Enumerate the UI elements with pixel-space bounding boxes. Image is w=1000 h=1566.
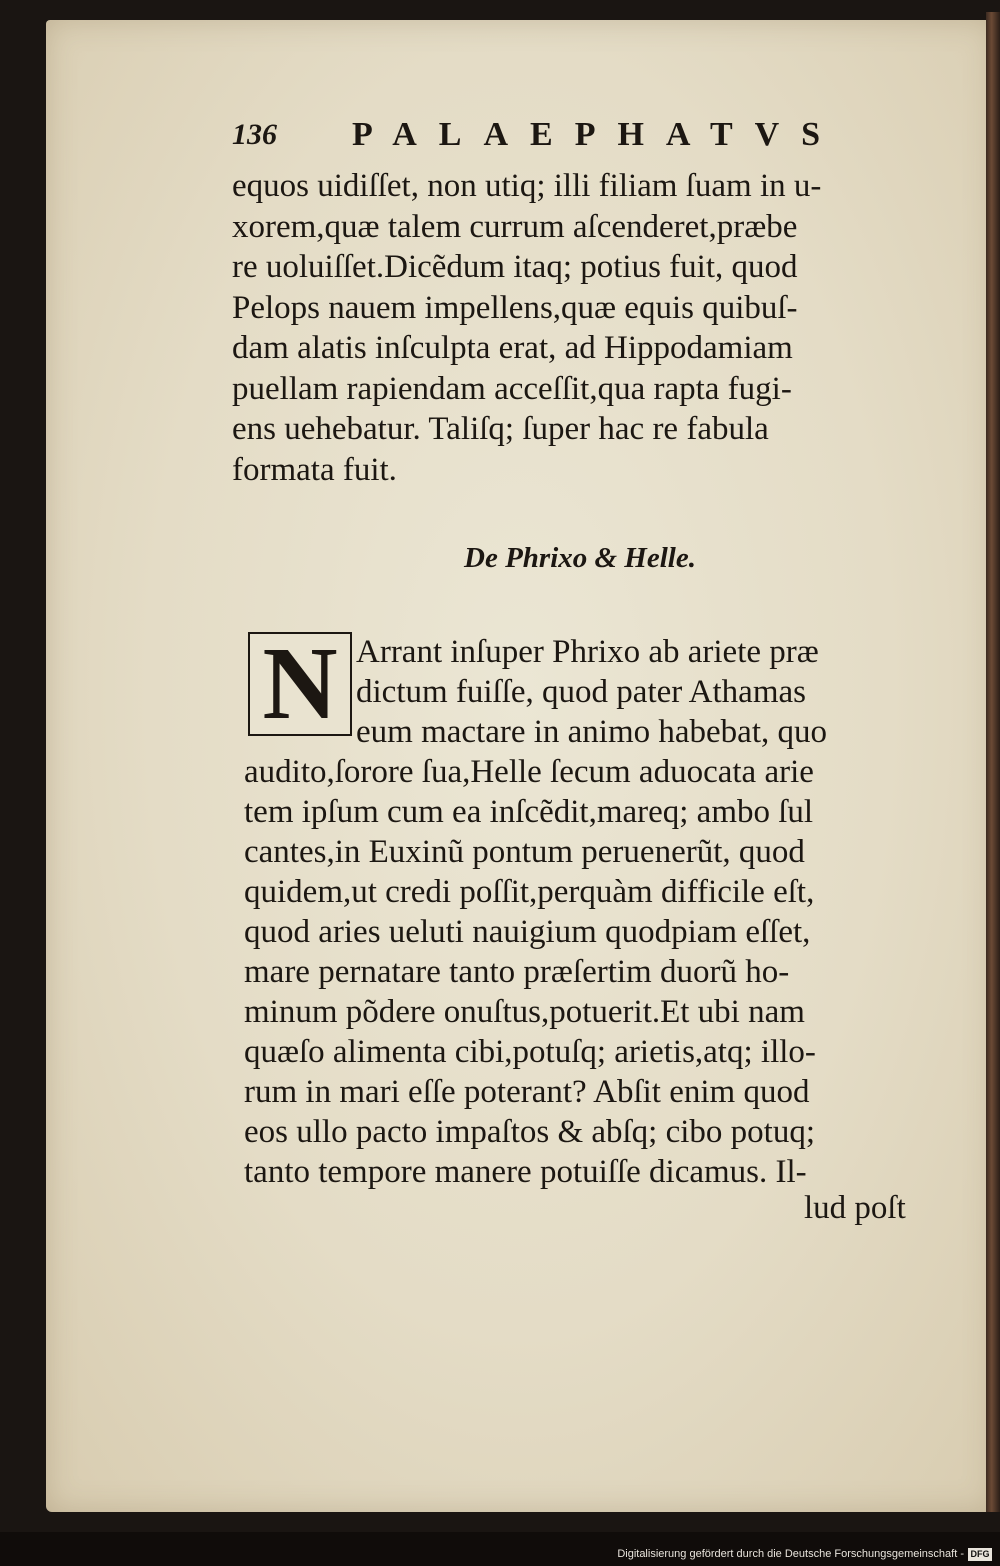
text-line: quod aries ueluti nauigium quodpiam eſſet, [244, 914, 811, 950]
funding-credit: Digitalisierung gefördert durch die Deutsche Forschungsgemeinschaft - [617, 1548, 964, 1560]
dfg-logo: DFG [968, 1548, 992, 1561]
text-line: quidem,ut credi poſſit,perquàm difficile eſt, [244, 874, 815, 910]
footer-bar [0, 1532, 1000, 1566]
text-line: re uoluiſſet.Dicẽdum itaq; potius fuit, quod [232, 249, 798, 285]
text-line: Pelops nauem impellens,quæ equis quibuſ- [232, 289, 798, 326]
text-line: quæſo alimenta cibi,potuſq; arietis,atq; illo- [244, 1034, 816, 1070]
text-line: eum mactare in animo habebat, quo [356, 714, 827, 750]
text-line: ens uehebatur. Taliſq; ſuper hac re fabula [232, 411, 769, 447]
text-line: audito,ſorore ſua,Helle ſecum aduocata arie [244, 754, 814, 790]
text-line: formata fuit. [232, 451, 397, 488]
book-edge [986, 12, 1000, 1512]
text-line: minum põdere onuſtus,potuerit.Et ubi nam [244, 994, 805, 1030]
continued-text [232, 166, 932, 490]
text-line: equos uidiſſet, non utiq; illi filiam ſuam in u- [232, 168, 822, 204]
page-number: 136 [232, 118, 277, 151]
drop-cap-initial: N [248, 632, 352, 736]
text-line: puellam rapiendam acceſſit,qua rapta fugi- [232, 370, 792, 407]
text-line: dictum fuiſſe, quod pater Athamas [356, 674, 806, 710]
text-line: eos ullo pacto impaſtos & abſq; cibo potuq; [244, 1114, 816, 1150]
text-line: tanto tempore manere potuiſſe dicamus. Il- [244, 1154, 807, 1190]
text-line: xorem,quæ talem currum aſcenderet,præbe [232, 208, 798, 245]
text-line: dam alatis inſculpta erat, ad Hippodamiam [232, 330, 793, 366]
text-line: rum in mari eſſe poterant? Abſit enim quod [244, 1074, 810, 1110]
text-line: tem ipſum cum ea inſcẽdit,mareq; ambo ſul [244, 794, 814, 830]
section-heading: De Phrixo & Helle. [464, 542, 696, 574]
text-line: Arrant inſuper Phrixo ab ariete præ [356, 634, 819, 670]
catchword: lud poſt [804, 1190, 906, 1226]
text-line: cantes,in Euxinũ pontum peruenerũt, quod [244, 834, 805, 870]
running-head: PALAEPHATVS [352, 116, 843, 153]
text-line: mare pernatare tanto præſertim duorũ ho- [244, 954, 790, 990]
section-body [244, 632, 934, 1192]
page-header [232, 112, 932, 162]
